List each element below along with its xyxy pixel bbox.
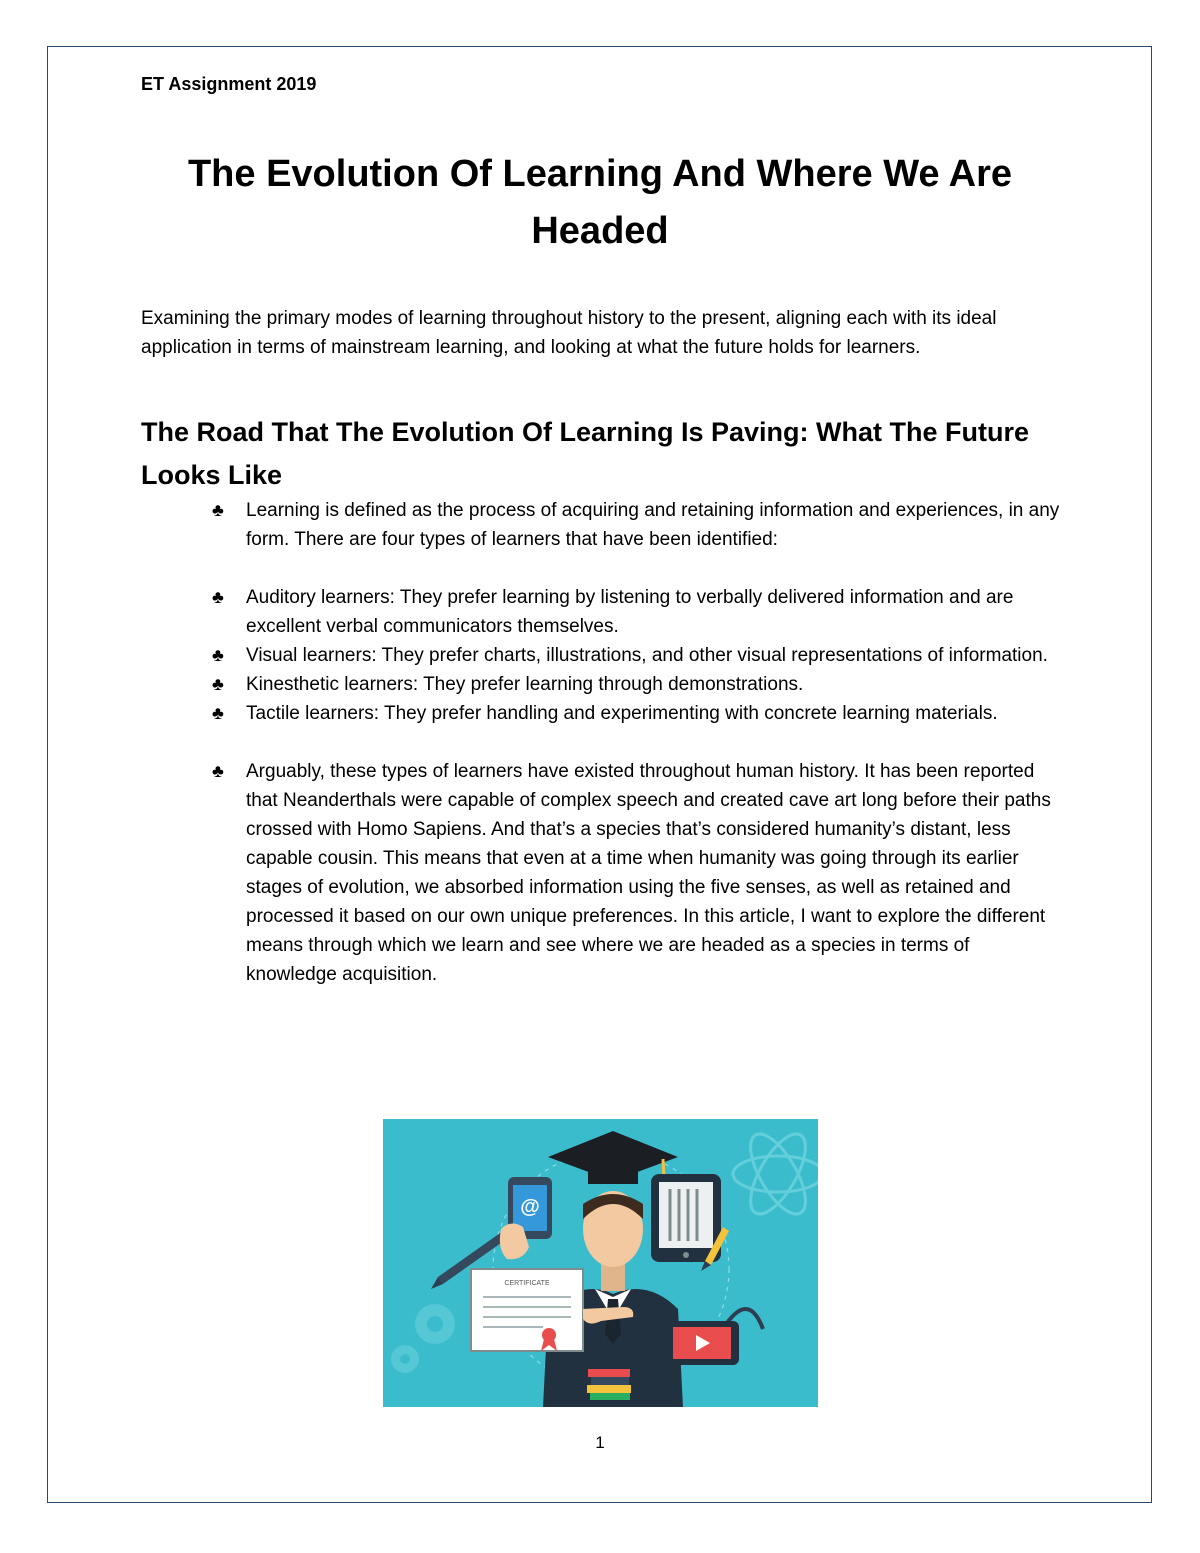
list-spacer	[212, 728, 1062, 757]
club-bullet-icon: ♣	[212, 703, 224, 723]
books-icon	[587, 1369, 631, 1400]
list-item-text: Learning is defined as the process of acquiring and retaining information and experiences, in any form. There are four types of learners that have been identified:	[246, 500, 1060, 550]
list-item-text: Visual learners: They prefer charts, illustrations, and other visual representations of information.	[246, 645, 1048, 666]
club-bullet-icon: ♣	[212, 761, 224, 781]
list-item	[212, 641, 1062, 670]
document-title: The Evolution Of Learning And Where We Are Headed	[187, 153, 1013, 252]
club-bullet-icon: ♣	[212, 645, 224, 665]
list-item-text: Auditory learners: They prefer learning by listening to verbally delivered information and are excellent verbal communicators themselves.	[246, 587, 1014, 637]
header-label: ET Assignment 2019	[141, 74, 317, 94]
section-heading: The Road That The Evolution Of Learning Is Paving: What The Future Looks Like	[141, 417, 1030, 490]
club-bullet-icon: ♣	[212, 674, 224, 694]
intro-paragraph: Examining the primary modes of learning throughout history to the present, aligning each with its ideal application in terms of mainstream learning, and looking at what the future holds for learners.	[141, 308, 997, 358]
list-item	[212, 496, 1062, 554]
list-item	[212, 583, 1062, 641]
certificate-icon	[471, 1269, 583, 1351]
tablet-icon	[651, 1174, 721, 1262]
list-item	[212, 699, 1062, 728]
bullet-list	[212, 496, 1062, 989]
email-at-icon: @	[520, 1196, 540, 1218]
list-spacer	[212, 554, 1062, 583]
list-item	[212, 757, 1062, 989]
page-number: 1	[595, 1433, 605, 1452]
list-item-text: Tactile learners: They prefer handling and experimenting with concrete learning materials.	[246, 703, 998, 724]
video-phone-icon	[665, 1321, 739, 1365]
list-item-text: Arguably, these types of learners have existed throughout human history. It has been reported that Neanderthals were capable of complex speech and created cave art long before their paths crossed with Homo Sapiens. And that’s a species that’s considered humanity’s distant, less capable cousin. This means that even at a time when humanity was going through its earlier stages of evolution, we absorbed information using the five senses, as well as retained and processed it based on our own unique preferences. In this article, I want to explore the different means through which we learn and see where we are headed as a species in terms of knowledge acquisition.	[246, 761, 1051, 985]
certificate-label: CERTIFICATE	[504, 1280, 550, 1287]
club-bullet-icon: ♣	[212, 500, 224, 520]
list-item-text: Kinesthetic learners: They prefer learning through demonstrations.	[246, 674, 804, 695]
graduate-illustration	[383, 1119, 818, 1407]
list-item	[212, 670, 1062, 699]
club-bullet-icon: ♣	[212, 587, 224, 607]
